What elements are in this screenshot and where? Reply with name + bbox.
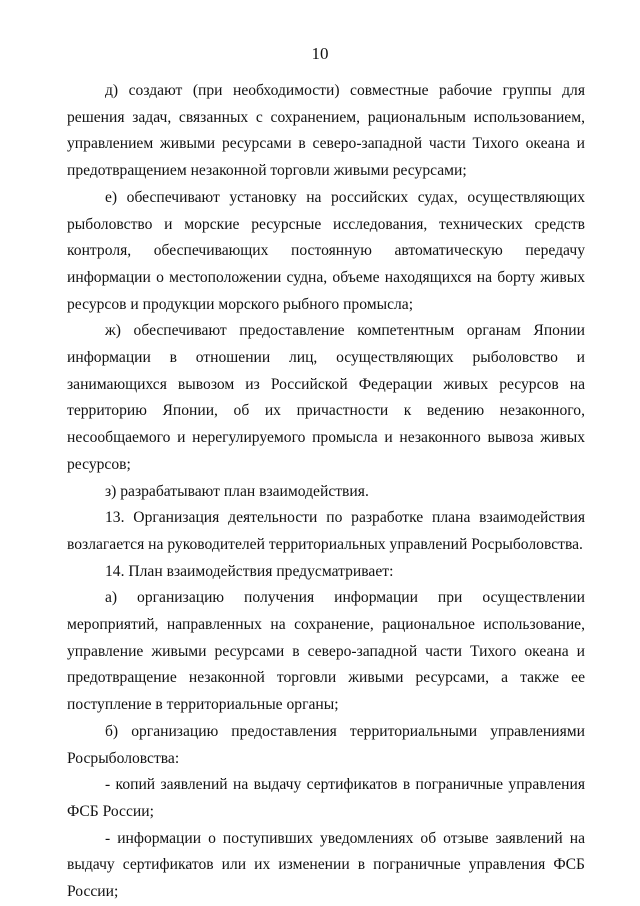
paragraph-13: 13. Организация деятельности по разработке плана взаимодействия возлагается на руководителей территориальных управлений Росрыболовства. (67, 509, 585, 553)
paragraph-e: е) обеспечивают установку на российских судах, осуществляющих рыболовство и морские ресурсные исследования, технических средств контроля, обеспечивающих постоянную автоматическую передачу информации о местоположении судна, объеме находящихся на борту живых ресурсов и продукции морского рыбного промысла; (67, 188, 585, 313)
paragraph-zh: ж) обеспечивают предоставление компетентным органам Японии информации в отношении лиц, осуществляющих рыболовство и занимающихся вывозом из Российской Федерации живых ресурсов на территорию Японии, об их причастности к ведению незаконного, несообщаемого и нерегулируемого промысла и незаконного вывоза живых ресурсов; (67, 322, 585, 473)
page-number: 10 (311, 44, 329, 63)
paragraph-z: з) разрабатывают план взаимодействия. (105, 482, 369, 500)
paragraph-14-b: б) организацию предоставления территориальными управлениями Росрыболовства: (67, 722, 585, 767)
document-body (67, 78, 585, 906)
paragraph-d: д) создают (при необходимости) совместные рабочие группы для решения задач, связанных с сохранением, рациональным использованием, управлением живыми ресурсами в северо-западной части Тихого океана и предотвращением незаконной торговли живыми ресурсами; (67, 82, 585, 180)
paragraph-14-a: а) организацию получения информации при осуществлении мероприятий, направленных на сохранение, рациональное использование, управление живыми ресурсами в северо-западной части Тихого океана и предотвращение незаконной торговли живыми ресурсами, а также ее поступление в территориальные органы; (67, 589, 585, 714)
paragraph-14: 14. План взаимодействия предусматривает: (105, 562, 394, 580)
list-item-copies: - копий заявлений на выдачу сертификатов в пограничные управления ФСБ России; (67, 776, 585, 820)
list-item-notifications: - информации о поступивших уведомлениях об отзыве заявлений на выдачу сертификатов или их изменении в пограничные управления ФСБ России; (67, 829, 585, 901)
